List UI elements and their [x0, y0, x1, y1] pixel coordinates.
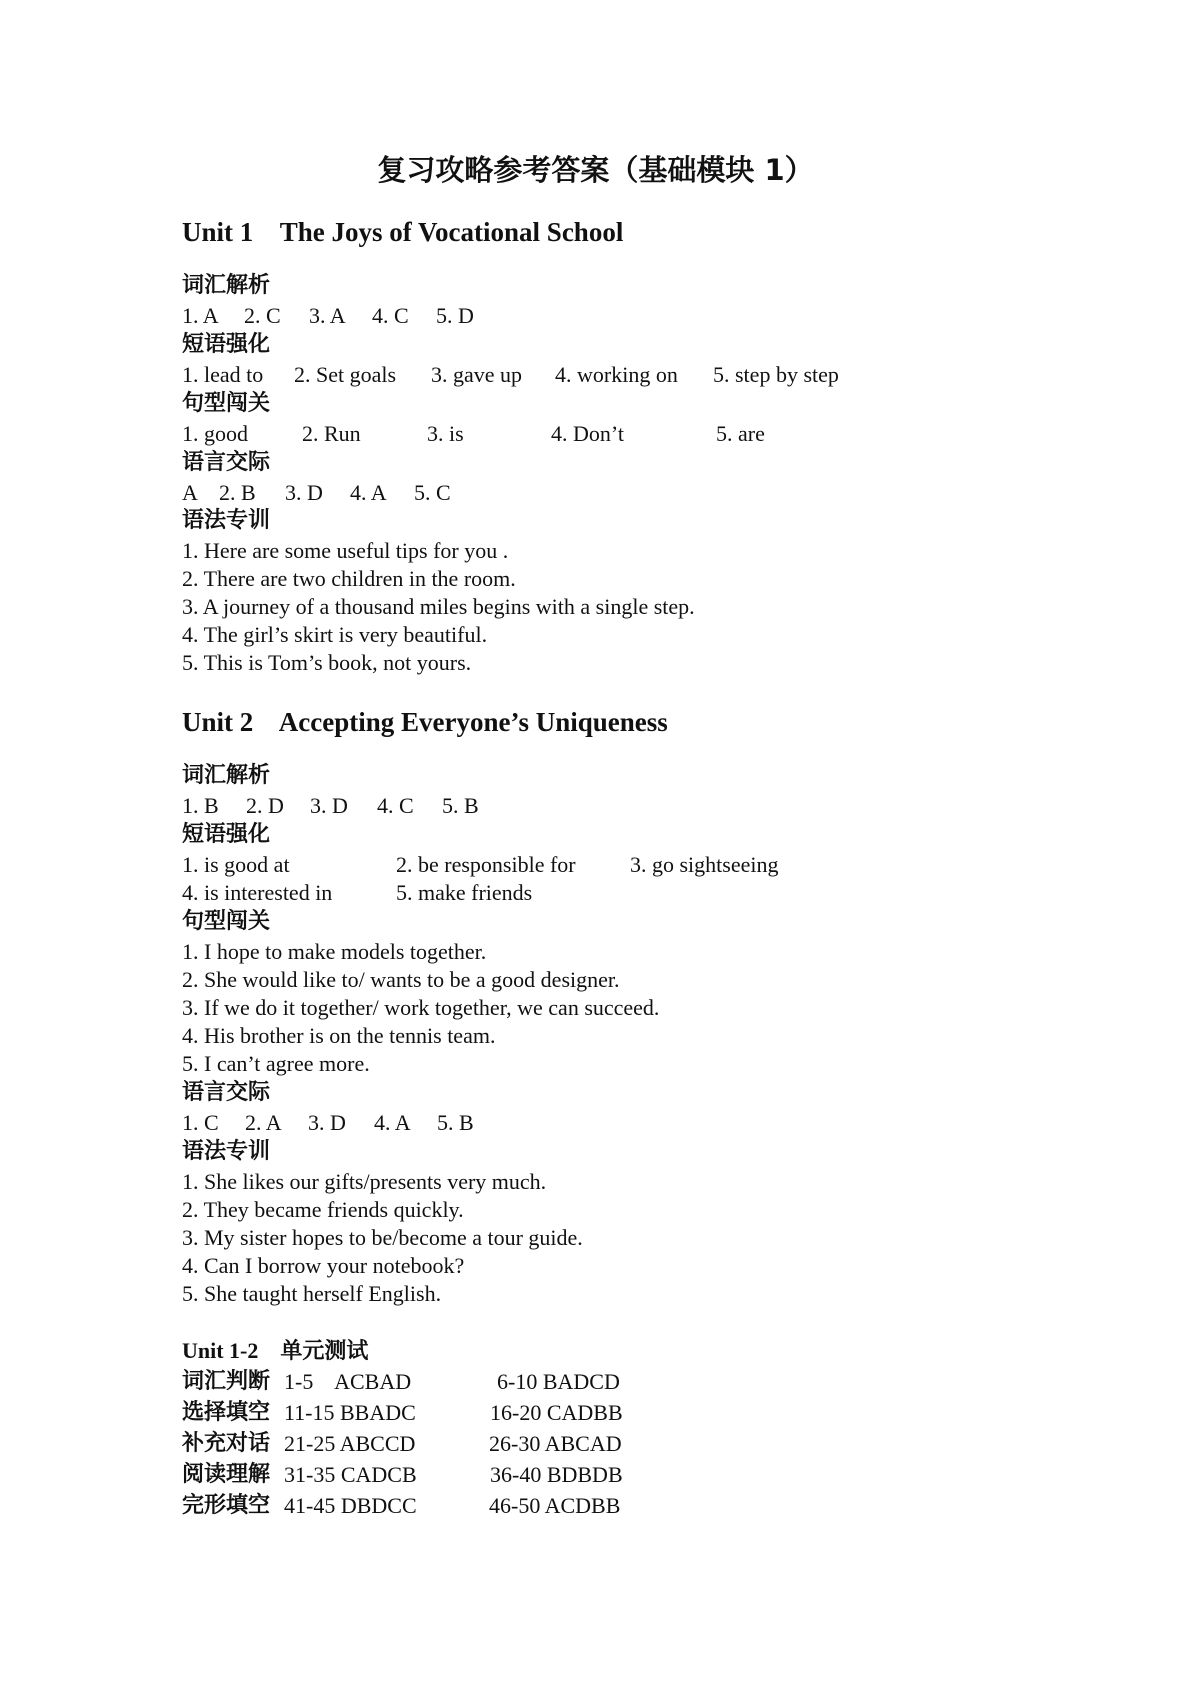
answer-line: 3. If we do it together/ work together, we can succeed.	[182, 995, 660, 1020]
answer-item: 3. A	[309, 303, 346, 328]
answer-item: 5. B	[442, 793, 479, 818]
test-answers-b: 26-30 ABCAD	[489, 1431, 622, 1456]
answer-line: 1. I hope to make models together.	[182, 939, 487, 964]
test-answers-a: 1-5 ACBAD	[284, 1369, 412, 1394]
unit2-sentence-heading: 句型闯关	[182, 909, 271, 934]
answer-item: 5. D	[436, 303, 474, 328]
answer-line: 5. She taught herself English.	[182, 1281, 442, 1306]
test-answers-a: 41-45 DBDCC	[284, 1493, 417, 1518]
answer-item: 2. A	[245, 1110, 282, 1135]
answer-line: 2. There are two children in the room.	[182, 566, 516, 591]
answer-item: 2. B	[219, 480, 256, 505]
answer-item: 3. D	[310, 793, 348, 818]
answer-item: 2. C	[244, 303, 281, 328]
answer-item: 3. go sightseeing	[630, 852, 779, 877]
test-row-label: 词汇判断	[182, 1369, 271, 1394]
unit2-grammar-heading: 语法专训	[182, 1139, 271, 1164]
unit-test-title-en: Unit 1-2	[182, 1338, 259, 1363]
unit2-vocab-heading: 词汇解析	[182, 763, 271, 788]
answer-line: 2. They became friends quickly.	[182, 1197, 464, 1222]
answer-item: 4. Don’t	[551, 421, 624, 446]
unit1-vocab-heading: 词汇解析	[182, 273, 271, 298]
answer-item: 1. is good at	[182, 852, 290, 877]
test-answers-a: 11-15 BBADC	[284, 1400, 416, 1425]
answer-item: 4. A	[350, 480, 387, 505]
answer-item: 3. D	[285, 480, 323, 505]
answer-item: 4. C	[372, 303, 409, 328]
answer-item: 1. B	[182, 793, 219, 818]
answer-item: 1. C	[182, 1110, 219, 1135]
answer-item: 2. Set goals	[294, 362, 397, 387]
answer-item: 4. working on	[555, 362, 678, 387]
answer-line: 1. Here are some useful tips for you .	[182, 538, 509, 563]
answer-line: 5. This is Tom’s book, not yours.	[182, 650, 472, 675]
answer-item: 2. be responsible for	[396, 852, 576, 877]
answer-item: 5. step by step	[713, 362, 839, 387]
test-answers-b: 36-40 BDBDB	[490, 1462, 623, 1487]
unit2-phrase-heading: 短语强化	[182, 822, 271, 847]
answer-item: 4. A	[374, 1110, 411, 1135]
answer-item: 2. Run	[302, 421, 361, 446]
answer-line: 3. My sister hopes to be/become a tour guide.	[182, 1225, 583, 1250]
answer-line: 4. Can I borrow your notebook?	[182, 1253, 465, 1278]
answer-line: 5. I can’t agree more.	[182, 1051, 370, 1076]
unit1-sentence-heading: 句型闯关	[182, 391, 271, 416]
test-answers-a: 31-35 CADCB	[284, 1462, 417, 1487]
answer-item: 5. C	[414, 480, 451, 505]
unit2-title: Unit 2 Accepting Everyone’s Uniqueness	[182, 707, 668, 737]
unit2-comm-heading: 语言交际	[182, 1080, 271, 1105]
answer-line: 4. The girl’s skirt is very beautiful.	[182, 622, 488, 647]
unit-test-title-cn: 单元测试	[280, 1339, 369, 1364]
answer-line: 4. His brother is on the tennis team.	[182, 1023, 496, 1048]
answer-item: A	[182, 480, 198, 505]
unit1-title: Unit 1 The Joys of Vocational School	[182, 217, 624, 247]
answer-item: 4. is interested in	[182, 880, 333, 905]
answer-item: 1. good	[182, 421, 248, 446]
answer-item: 1. lead to	[182, 362, 264, 387]
answer-item: 5. are	[716, 421, 765, 446]
unit1-phrase-heading: 短语强化	[182, 332, 271, 357]
answer-item: 4. C	[377, 793, 414, 818]
answer-item: 5. B	[437, 1110, 474, 1135]
unit1-comm-heading: 语言交际	[182, 450, 271, 475]
answer-item: 1. A	[182, 303, 219, 328]
answer-item: 3. D	[308, 1110, 346, 1135]
answer-line: 3. A journey of a thousand miles begins with a single step.	[182, 594, 695, 619]
test-row-label: 选择填空	[182, 1400, 271, 1425]
unit-test-title	[182, 1336, 368, 1367]
test-row-label: 阅读理解	[182, 1462, 271, 1487]
answer-line: 1. She likes our gifts/presents very much.	[182, 1169, 547, 1194]
unit1-grammar-heading: 语法专训	[182, 508, 271, 533]
test-answers-b: 46-50 ACDBB	[489, 1493, 621, 1518]
answer-line: 2. She would like to/ wants to be a good designer.	[182, 967, 620, 992]
test-row-label: 完形填空	[182, 1493, 271, 1518]
test-answers-a: 21-25 ABCCD	[284, 1431, 416, 1456]
test-row-label: 补充对话	[182, 1431, 271, 1456]
answer-item: 3. is	[427, 421, 464, 446]
answer-item: 3. gave up	[431, 362, 523, 387]
test-answers-b: 6-10 BADCD	[497, 1369, 620, 1394]
page-title: 复习攻略参考答案（基础模块 1）	[377, 153, 814, 187]
answer-item: 5. make friends	[396, 880, 533, 905]
answer-item: 2. D	[246, 793, 284, 818]
test-answers-b: 16-20 CADBB	[490, 1400, 623, 1425]
